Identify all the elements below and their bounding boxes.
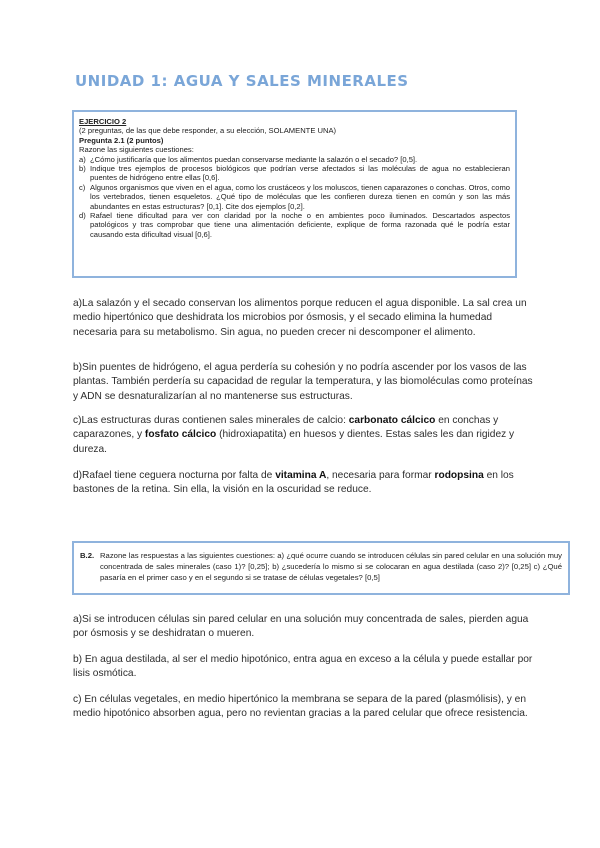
- question-item: [79, 211, 510, 239]
- item-text: Indique tres ejemplos de procesos biológicos que podrían verse afectados si las moléculas de agua no establecieran puentes de hidrógeno entre ellas [0,6].: [90, 164, 510, 183]
- answer-d-text: en los bastones de la retina. Sin ella, la visión en la oscuridad se reduce.: [73, 470, 514, 496]
- item-marker: a): [79, 154, 86, 164]
- answer2-c: c) En células vegetales, en medio hipertónico la membrana se separa de la pared (plasmólisis), y en medio hipotónico absorben agua, pero no revientan gracias a la pared celular que ofrece resistencia.: [73, 694, 528, 720]
- answer-c-bold-2: fosfato cálcico: [144, 429, 217, 441]
- answer-d-text: , necesaria para formar: [326, 470, 435, 481]
- exercise-b2-text: Razone las respuestas a las siguientes cuestiones: a) ¿qué ocurre cuando se introducen células sin pared celular en una solución muy concentrada de sales minerales (caso 1)? [0,25]; b) ¿sucedería lo mismo si se colocaran en agua destilada (caso 2)? [0,25] c) ¿Qué pasaría en el primer caso y en el segundo si se tratase de células vegetales? [0,5]: [100, 551, 562, 583]
- answer2-b: b) En agua destilada, al ser el medio hipotónico, entra agua en exceso a la célula y puede estallar por lisis osmótica.: [73, 654, 533, 680]
- question-item: [79, 164, 510, 183]
- answer-c-text: en conchas y caparazones, y: [73, 415, 499, 441]
- answer-c-bold-1: carbonato cálcico: [348, 415, 436, 426]
- answer-d-bold-2: rodopsina: [434, 470, 484, 481]
- exercise-instructions: (2 preguntas, de las que debe responder, a su elección, SOLAMENTE UNA): [79, 126, 337, 136]
- item-marker: d): [79, 211, 86, 221]
- answer-c: [73, 414, 535, 457]
- answer2-a: a)Si se introducen células sin pared celular en una solución muy concentrada de sales, pierden agua por ósmosis y se deshidratan o mueren.: [73, 614, 529, 640]
- exercise-b2-label: B.2.: [80, 551, 95, 560]
- answer-c-text: c)Las estructuras duras contienen sales minerales de calcio:: [73, 415, 349, 426]
- item-text: Rafael tiene dificultad para ver con claridad por la noche o en ambientes poco iluminados. Descartados aspectos patológicos y tras comprobar que tiene una alimentación deficiente, explique de forma razonada qué le podría estar causando esta dificultad visual [0,6].: [90, 211, 510, 239]
- answer-d-text: d)Rafael tiene ceguera nocturna por falta de: [73, 470, 276, 481]
- exercise-heading: EJERCICIO 2: [79, 117, 127, 126]
- item-marker: b): [79, 164, 86, 174]
- question-title: Pregunta 2.1 (2 puntos): [79, 135, 164, 145]
- exercise-b2-box: [72, 541, 570, 595]
- question-item: [79, 183, 510, 211]
- answer-d-bold-1: vitamina A: [275, 470, 327, 481]
- question-item: [79, 155, 510, 164]
- answer-a: a)La salazón y el secado conservan los alimentos porque reducen el agua disponible. La sal crea un medio hipertónico que deshidrata los microbios por ósmosis, y el secado elimina la humedad necesaria para su metabolismo. Sin agua, no pueden crecer ni descomponer el alimento.: [73, 298, 527, 338]
- question-prompt: Razone las siguientes cuestiones:: [79, 145, 194, 155]
- page-title: UNIDAD 1: AGUA Y SALES MINERALES: [75, 72, 409, 90]
- answer-c-text: (hidroxiapatita) en huesos y dientes. Estas sales les dan rigidez y dureza.: [73, 429, 515, 455]
- answer-b: b)Sin puentes de hidrógeno, el agua perdería su cohesión y no podría ascender por los vasos de las plantas. También perdería su capacidad de regular la temperatura, y las biomoléculas como proteínas y ADN se desnaturalizarían al no mantenerse sus estructuras.: [73, 362, 533, 402]
- item-text: ¿Cómo justificaría que los alimentos puedan conservarse mediante la salazón o el secado? [0,5].: [90, 154, 418, 164]
- answer-d: [73, 469, 535, 498]
- item-text: Algunos organismos que viven en el agua, como los crustáceos y los moluscos, tienen caparazones o conchas. Otros, como los vertebrados, tienen esqueletos. ¿Qué tipo de moléculas que les confieren dureza tienen en común y son las más abundantes en estas estructuras? [0,1]. Cite dos ejemplos [0,2].: [90, 182, 510, 211]
- exercise-box: [72, 110, 517, 278]
- item-marker: c): [79, 182, 86, 192]
